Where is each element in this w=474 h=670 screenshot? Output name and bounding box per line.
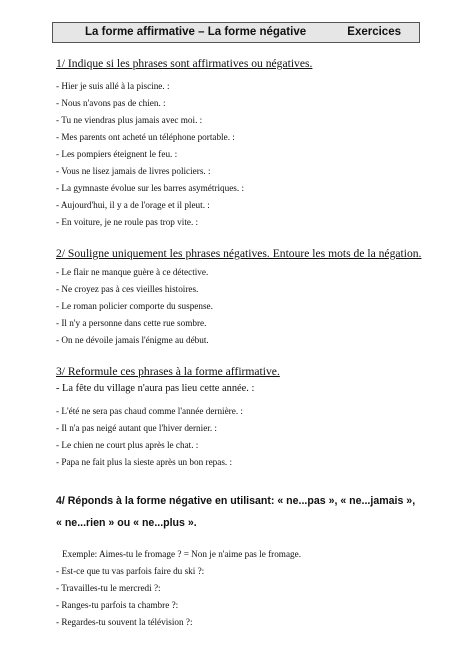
exercise-3-item: - Papa ne fait plus la sieste après un bon repas. :	[56, 457, 233, 467]
exercise-2-item: - Ne croyez pas à ces vieilles histoires.	[56, 284, 199, 294]
exercise-4-title: 4/ Réponds à la forme négative en utilisant: « ne...pas », « ne...jamais », « ne...rien » ou « ne...plus ».	[56, 495, 416, 529]
exercise-3-item: - La fête du village n'aura pas lieu cette année. :	[56, 383, 255, 394]
exercise-4-item: - Est-ce que tu vas parfois faire du ski ?:	[56, 566, 205, 576]
exercise-1-item: - Aujourd'hui, il y a de l'orage et il pleut. :	[56, 200, 210, 210]
exercise-2-item: - On ne dévoile jamais l'énigme au début.	[56, 335, 209, 345]
exercise-3-title: 3/ Reformule ces phrases à la forme affirmative.	[56, 365, 280, 378]
exercise-1-item: - Tu ne viendras plus jamais avec moi. :	[56, 115, 203, 125]
exercise-2-item: - Le roman policier comporte du suspense.	[56, 301, 213, 311]
exercise-4-example: Exemple: Aimes-tu le fromage ? = Non je n'aime pas le fromage.	[62, 549, 301, 559]
exercise-1-item: - Nous n'avons pas de chien. :	[56, 98, 166, 108]
exercise-3-item: - Il n'a pas neigé autant que l'hiver dernier. :	[56, 423, 217, 433]
exercise-3-item: - Le chien ne court plus après le chat. :	[56, 440, 199, 450]
exercise-1-title: 1/ Indique si les phrases sont affirmatives ou négatives.	[56, 57, 313, 70]
exercise-1	[56, 56, 426, 227]
exercise-1-item: - Mes parents ont acheté un téléphone portable. :	[56, 132, 235, 142]
exercise-4-item: - Travailles-tu le mercredi ?:	[56, 583, 161, 593]
exercise-2-item: - Le flair ne manque guère à ce détective.	[56, 267, 209, 277]
exercise-2-title-part-b: mots de la négation.	[328, 247, 422, 260]
exercise-2-title-part-a: 2/ Souligne uniquement les phrases négatives. Entoure les	[56, 247, 329, 260]
exercise-3-item: - L'été ne sera pas chaud comme l'année dernière. :	[56, 406, 243, 416]
header-exercises-label: Exercices	[347, 26, 401, 38]
exercise-1-item: - En voiture, je ne roule pas trop vite. :	[56, 217, 199, 227]
exercise-2-title	[56, 246, 426, 261]
page-header	[52, 22, 420, 43]
exercise-1-item: - Hier je suis allé à la piscine. :	[56, 81, 170, 91]
header-title: La forme affirmative – La forme négative	[85, 26, 307, 38]
exercise-2-item: - Il n'y a personne dans cette rue sombre.	[56, 318, 207, 328]
exercise-1-item: - La gymnaste évolue sur les barres asymétriques. :	[56, 183, 245, 193]
exercise-1-item: - Vous ne lisez jamais de livres policiers. :	[56, 166, 211, 176]
exercise-4-item: - Regardes-tu souvent la télévision ?:	[56, 617, 193, 627]
exercise-1-item: - Les pompiers éteignent le feu. :	[56, 149, 178, 159]
exercise-4-item: - Ranges-tu parfois ta chambre ?:	[56, 600, 179, 610]
exercise-2	[56, 246, 426, 345]
exercise-3	[56, 364, 426, 467]
